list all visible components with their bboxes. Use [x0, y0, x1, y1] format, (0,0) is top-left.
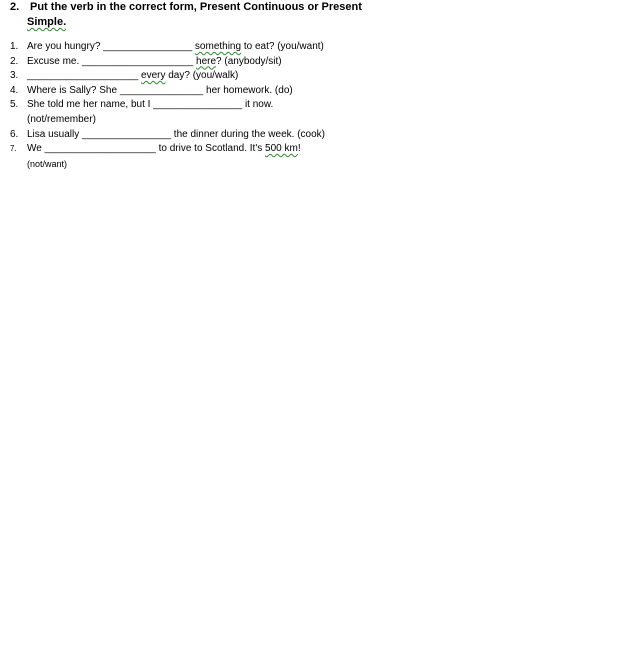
heading-line2: Simple.: [27, 16, 67, 28]
heading-number: 2.: [10, 1, 20, 13]
item-text-marked: something: [194, 41, 242, 52]
item-number: 6.: [10, 128, 19, 140]
item-text-marked: every: [141, 70, 166, 82]
item-text-after: ? (anybody/sit): [216, 55, 282, 67]
item-number: 7.: [10, 144, 17, 154]
item-text-before: She told me her name, but I ________________ it now.: [27, 99, 274, 111]
exercise-item-3: [10, 69, 610, 84]
exercise-item-7: [10, 142, 610, 171]
item-text-after: !: [297, 143, 301, 155]
item-text-before: Lisa usually ________________ the dinner during the week. (cook): [27, 128, 325, 140]
exercise-item-1: [10, 40, 610, 55]
exercise-item-5: [10, 98, 610, 127]
item-number: 4.: [10, 84, 19, 96]
exercise-item-6: [10, 128, 610, 143]
item-text-before: Are you hungry? ________________: [27, 41, 195, 52]
item-text-after: to eat? (you/want): [241, 41, 324, 52]
item-number: 5.: [10, 99, 19, 111]
exercise-heading: [10, 0, 610, 30]
item-number: 2.: [10, 55, 19, 67]
item-text-before: Excuse me. ____________________: [27, 55, 197, 67]
item-number: 3.: [10, 70, 19, 82]
item-text-marked: 500 km: [265, 143, 298, 155]
item-text-before: Where is Sally? She _______________ her homework. (do): [27, 84, 293, 96]
exercise-list: [10, 40, 610, 171]
item-continuation: (not/remember): [27, 113, 96, 125]
item-text-marked: here: [196, 55, 217, 67]
exercise-item-2: [10, 55, 610, 70]
item-text-before: We ____________________ to drive to Scotland. It's: [27, 143, 266, 155]
item-text-before: ____________________: [27, 70, 142, 82]
exercise-item-4: [10, 84, 610, 99]
item-text-after: day? (you/walk): [165, 70, 239, 82]
heading-line1: Put the verb in the correct form, Present Continuous or Present: [30, 1, 362, 13]
item-continuation: (not/want): [27, 158, 68, 169]
item-number: 1.: [10, 41, 19, 52]
